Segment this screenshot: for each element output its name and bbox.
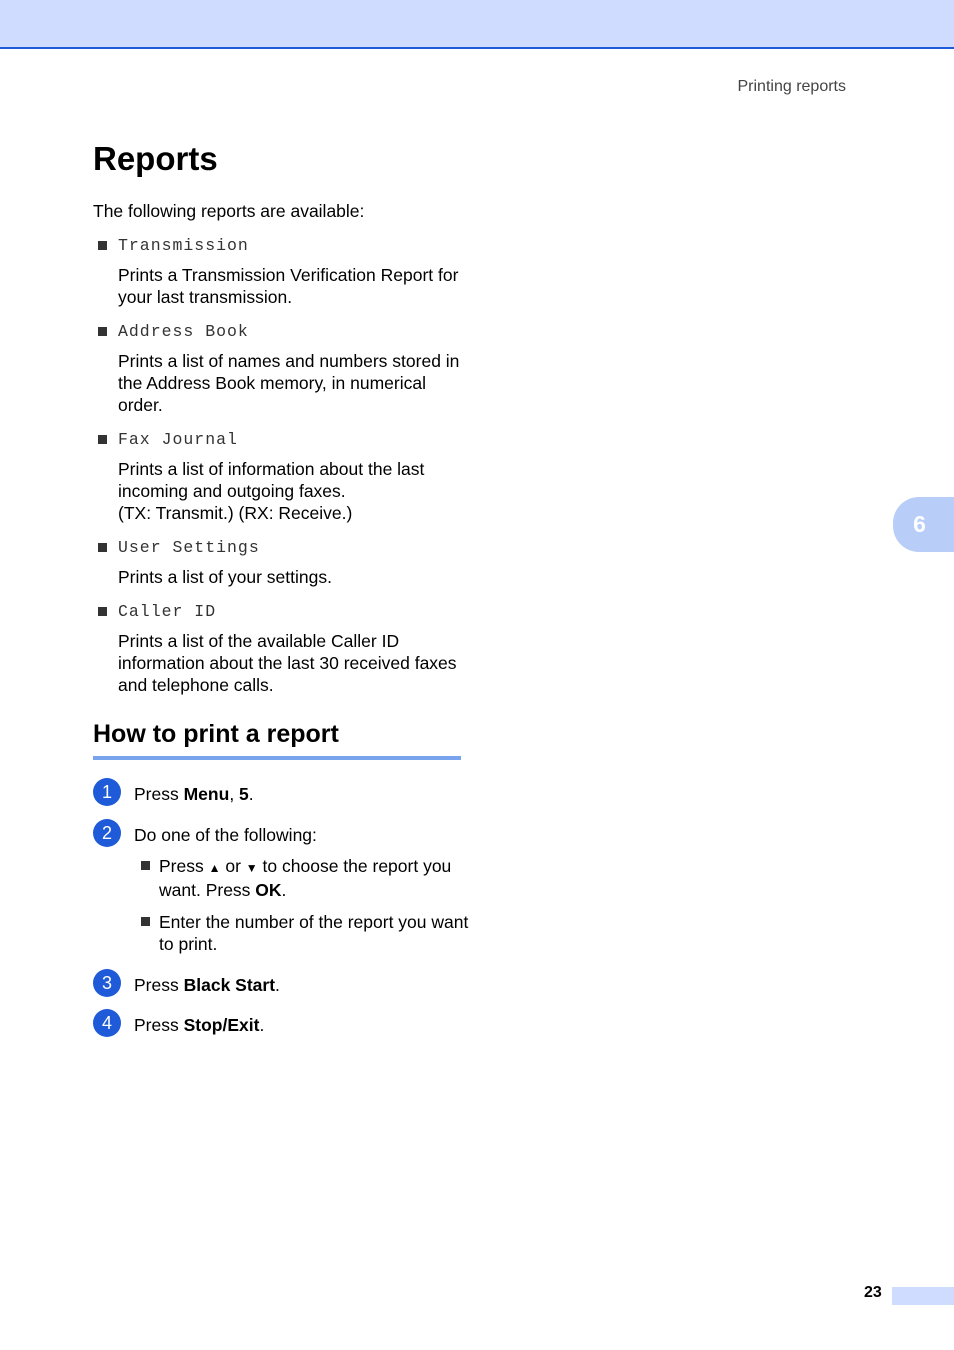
step-3: 3 Press Black Start.	[93, 969, 473, 1009]
report-name: User Settings	[118, 537, 260, 557]
header-band	[0, 0, 954, 49]
key-label: 5	[239, 784, 249, 804]
square-bullet-icon	[98, 327, 107, 336]
report-name: Transmission	[118, 235, 249, 255]
step-number-icon: 2	[93, 819, 121, 847]
report-description: Prints a list of your settings.	[118, 567, 332, 587]
down-arrow-icon: ▼	[245, 861, 258, 875]
report-item	[98, 428, 478, 524]
square-bullet-icon	[141, 861, 150, 870]
square-bullet-icon	[141, 917, 150, 926]
report-description: Prints a list of names and numbers stored in the Address Book memory, in numerical order.	[118, 351, 460, 415]
step-4: 4 Press Stop/Exit.	[93, 1009, 473, 1037]
report-list	[98, 234, 478, 708]
square-bullet-icon	[98, 543, 107, 552]
key-label: Stop/Exit	[183, 1015, 260, 1035]
step-1: 1 Press Menu, 5.	[93, 778, 473, 819]
report-item	[98, 600, 478, 696]
report-item	[98, 536, 478, 588]
report-description: Prints a list of the available Caller ID information about the last 30 received faxes and telephone calls.	[118, 631, 457, 695]
report-name: Fax Journal	[118, 429, 238, 449]
step-list	[93, 778, 473, 1037]
report-description-extra: (TX: Transmit.) (RX: Receive.)	[118, 503, 353, 523]
step-number-icon: 4	[93, 1009, 121, 1037]
key-label: Menu	[183, 784, 230, 804]
option-item: Enter the number of the report you want to print.	[141, 911, 473, 955]
footer-tab	[892, 1287, 954, 1305]
step-number-icon: 3	[93, 969, 121, 997]
step-number-icon: 1	[93, 778, 121, 806]
report-description-line: Prints a list of information about the last incoming and outgoing faxes.	[118, 459, 425, 501]
running-head: Printing reports	[737, 78, 846, 95]
intro-text: The following reports are available:	[93, 201, 365, 221]
up-arrow-icon: ▲	[208, 861, 221, 875]
report-description: Prints a Transmission Verification Report for your last transmission.	[118, 265, 459, 307]
section-rule	[93, 756, 461, 760]
step-2-options	[141, 855, 473, 965]
square-bullet-icon	[98, 607, 107, 616]
option-item: Press ▲ or ▼ to choose the report you want. Press OK.	[141, 855, 473, 901]
step-2: 2 Do one of the following: Press ▲ or ▼ to choose the report you want. Press OK. Enter the number of the report you want to print.	[93, 819, 473, 965]
report-item	[98, 234, 478, 308]
report-name: Caller ID	[118, 601, 217, 621]
section-title: How to print a report	[93, 720, 339, 748]
square-bullet-icon	[98, 435, 107, 444]
page-title: Reports	[93, 140, 218, 177]
report-item	[98, 320, 478, 416]
chapter-tab	[893, 497, 954, 552]
report-description	[118, 458, 468, 524]
page-number: 23	[864, 1284, 882, 1301]
report-name: Address Book	[118, 321, 249, 341]
key-label: OK	[255, 880, 282, 900]
chapter-number: 6	[913, 511, 926, 537]
key-label: Black Start	[183, 975, 276, 995]
square-bullet-icon	[98, 241, 107, 250]
